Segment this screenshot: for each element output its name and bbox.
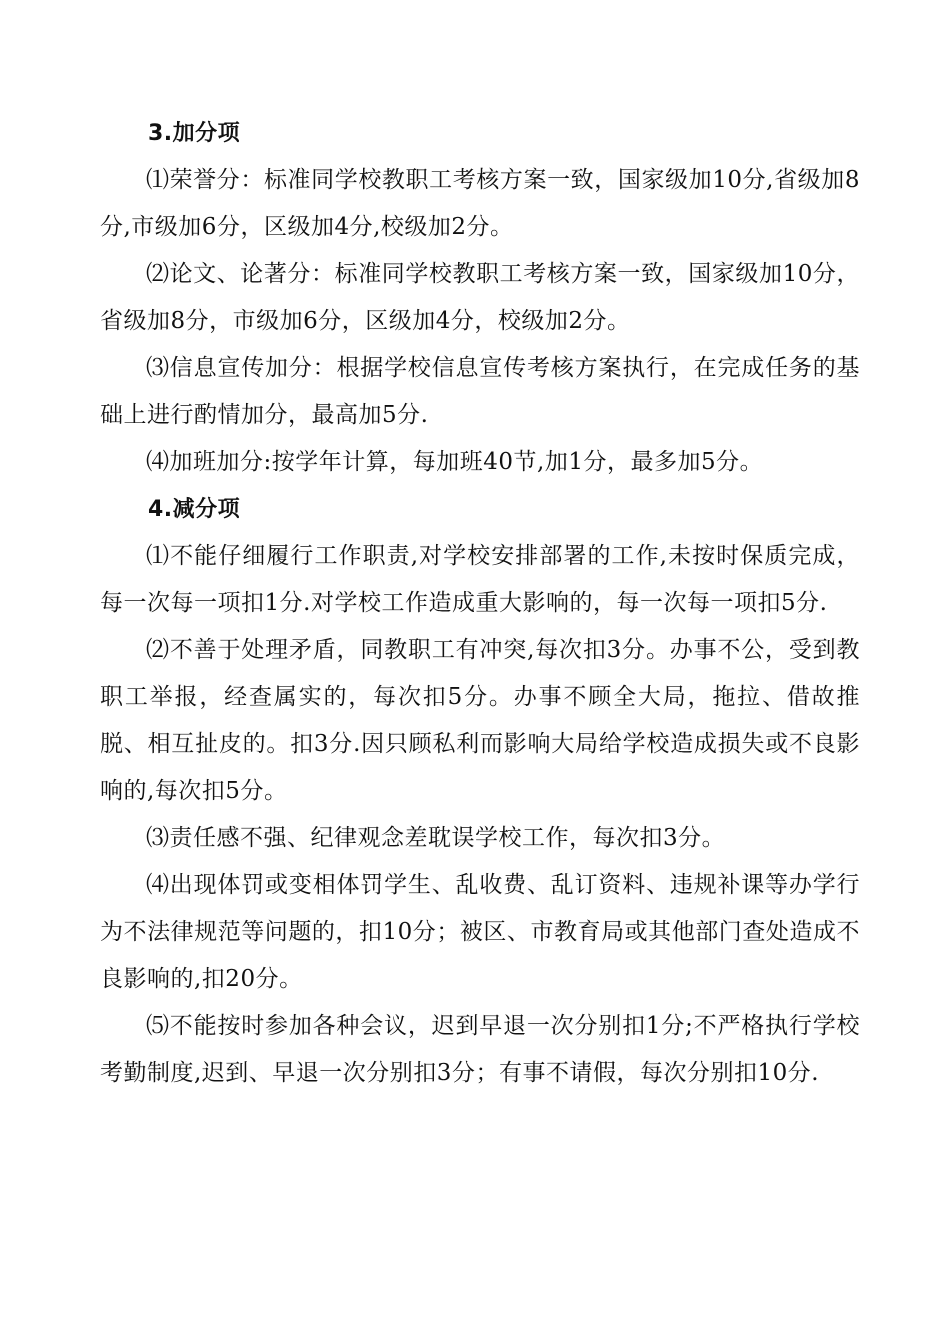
bonus-item-publicity: ⑶信息宣传加分：根据学校信息宣传考核方案执行，在完成任务的基础上进行酌情加分，最高加5分. — [100, 355, 860, 428]
document-page — [100, 110, 860, 1097]
bonus-item-overtime: ⑷加班加分:按学年计算，每加班40节,加1分，最多加5分。 — [146, 449, 764, 475]
deduction-item-discipline: ⑶责任感不强、纪律观念差耽误学校工作，每次扣3分。 — [146, 825, 726, 851]
deduction-item-duty: ⑴不能仔细履行工作职责,对学校安排部署的工作,未按时保质完成，每一次每一项扣1分.对学校工作造成重大影响的，每一次每一项扣5分. — [100, 543, 860, 616]
section-4-heading: 4.减分项 — [148, 497, 241, 522]
section-3-heading: 3.加分项 — [148, 121, 241, 146]
deduction-item-conflict: ⑵不善于处理矛盾，同教职工有冲突,每次扣3分。办事不公，受到教职工举报，经查属实的，每次扣5分。办事不顾全大局，拖拉、借故推脱、相互扯皮的。扣3分.因只顾私利而影响大局给学校造成损失或不良影响的,每次扣5分。 — [100, 637, 860, 804]
deduction-item-attendance: ⑸不能按时参加各种会议，迟到早退一次分别扣1分;不严格执行学校考勤制度,迟到、早退一次分别扣3分；有事不请假，每次分别扣10分. — [100, 1013, 860, 1086]
bonus-item-papers: ⑵论文、论著分：标准同学校教职工考核方案一致，国家级加10分，省级加8分，市级加6分，区级加4分，校级加2分。 — [100, 261, 860, 334]
bonus-item-honor: ⑴荣誉分：标准同学校教职工考核方案一致，国家级加10分,省级加8分,市级加6分，区级加4分,校级加2分。 — [100, 167, 860, 240]
deduction-item-misconduct: ⑷出现体罚或变相体罚学生、乱收费、乱订资料、违规补课等办学行为不法律规范等问题的，扣10分；被区、市教育局或其他部门查处造成不良影响的,扣20分。 — [100, 872, 860, 992]
